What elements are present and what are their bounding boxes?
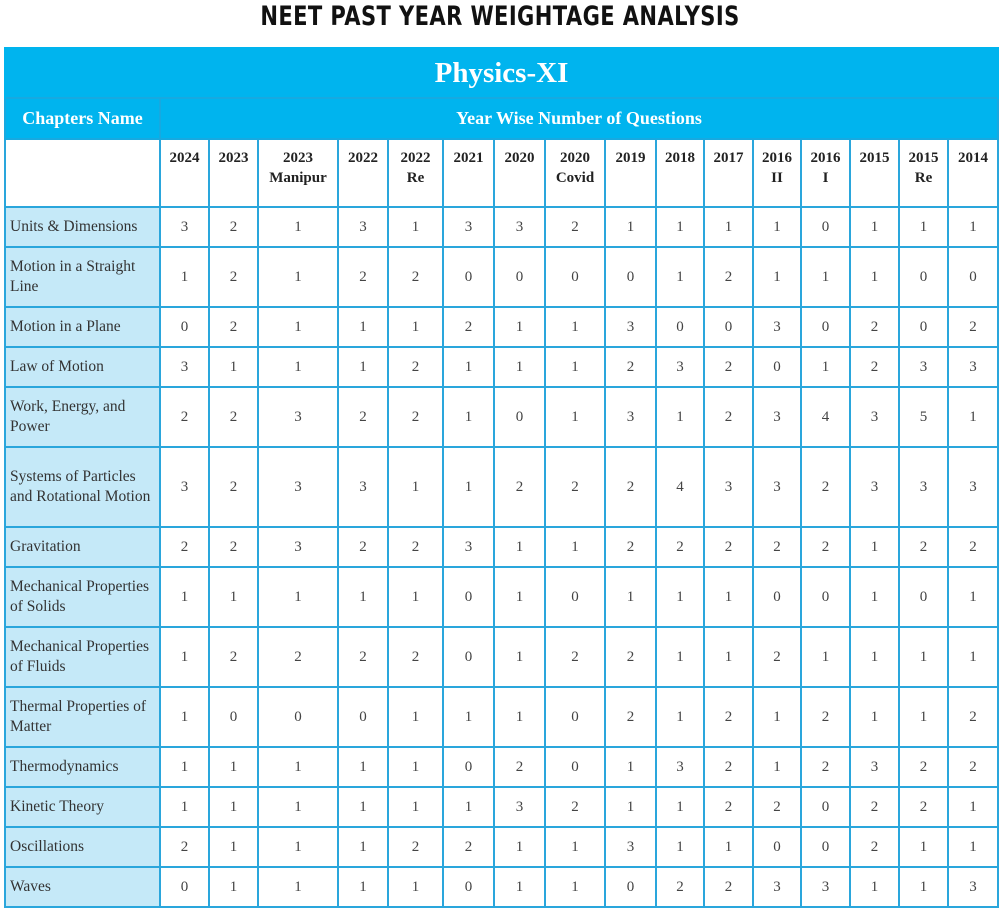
question-count-cell: 2	[338, 627, 388, 687]
chapter-name-cell: Thermodynamics	[5, 747, 160, 787]
question-count-cell: 3	[850, 447, 899, 527]
question-count-cell: 1	[443, 347, 494, 387]
year-label: 2020	[504, 150, 535, 166]
question-count-cell: 2	[258, 627, 338, 687]
chapter-name-cell: Waves	[5, 867, 160, 907]
question-count-cell: 2	[656, 867, 704, 907]
question-count-cell: 0	[801, 787, 850, 827]
question-count-cell: 2	[899, 747, 948, 787]
year-sublabel: Manipur	[269, 170, 327, 186]
question-count-cell: 0	[494, 247, 545, 307]
question-count-cell: 1	[656, 627, 704, 687]
year-header-2020-covid	[545, 139, 605, 207]
question-count-cell: 1	[494, 347, 545, 387]
question-count-cell: 2	[704, 867, 753, 907]
question-count-cell: 2	[605, 687, 656, 747]
question-count-cell: 0	[545, 747, 605, 787]
question-count-cell: 2	[605, 347, 656, 387]
year-sublabel: Covid	[555, 170, 595, 186]
question-count-cell: 1	[948, 827, 998, 867]
question-count-cell: 1	[443, 687, 494, 747]
question-count-cell: 1	[160, 567, 209, 627]
question-count-cell: 0	[801, 827, 850, 867]
question-count-cell: 1	[753, 207, 801, 247]
year-label: 2019	[615, 150, 646, 166]
question-count-cell: 1	[209, 347, 258, 387]
year-label: 2015	[908, 150, 939, 166]
question-count-cell: 1	[258, 567, 338, 627]
question-count-cell: 1	[338, 567, 388, 627]
question-count-cell: 3	[948, 347, 998, 387]
question-count-cell: 2	[160, 527, 209, 567]
question-count-cell: 2	[850, 827, 899, 867]
year-label: 2020	[560, 150, 590, 166]
year-label: 2017	[713, 150, 744, 166]
question-count-cell: 1	[545, 307, 605, 347]
year-header-2024	[160, 139, 209, 207]
question-count-cell: 1	[388, 307, 443, 347]
question-count-cell: 3	[605, 827, 656, 867]
question-count-cell: 2	[160, 827, 209, 867]
question-count-cell: 1	[209, 567, 258, 627]
question-count-cell: 1	[258, 747, 338, 787]
question-count-cell: 1	[258, 347, 338, 387]
question-count-cell: 1	[338, 827, 388, 867]
question-count-cell: 2	[209, 627, 258, 687]
question-count-cell: 0	[443, 247, 494, 307]
year-header-2023	[209, 139, 258, 207]
question-count-cell: 3	[704, 447, 753, 527]
question-count-cell: 3	[258, 387, 338, 447]
table-row	[5, 827, 998, 867]
question-count-cell: 1	[656, 687, 704, 747]
question-count-cell: 1	[494, 827, 545, 867]
question-count-cell: 0	[545, 687, 605, 747]
question-count-cell: 0	[899, 307, 948, 347]
question-count-cell: 1	[704, 207, 753, 247]
question-count-cell: 1	[605, 207, 656, 247]
question-count-cell: 2	[388, 627, 443, 687]
question-count-cell: 3	[443, 527, 494, 567]
question-count-cell: 1	[656, 247, 704, 307]
question-count-cell: 1	[338, 747, 388, 787]
question-count-cell: 5	[899, 387, 948, 447]
question-count-cell: 0	[545, 247, 605, 307]
chapter-name-cell: Oscillations	[5, 827, 160, 867]
year-header-2023-manipur	[258, 139, 338, 207]
year-label: 2016	[762, 150, 792, 166]
question-count-cell: 1	[494, 627, 545, 687]
question-count-cell: 1	[443, 447, 494, 527]
question-count-cell: 3	[899, 347, 948, 387]
question-count-cell: 2	[704, 247, 753, 307]
year-label: 2014	[958, 150, 988, 166]
question-count-cell: 1	[388, 747, 443, 787]
chapter-name-cell: Mechanical Properties of Solids	[5, 567, 160, 627]
question-count-cell: 2	[801, 447, 850, 527]
question-count-cell: 2	[801, 527, 850, 567]
question-count-cell: 1	[605, 747, 656, 787]
question-count-cell: 1	[160, 247, 209, 307]
table-row	[5, 527, 998, 567]
table-row	[5, 387, 998, 447]
question-count-cell: 2	[209, 207, 258, 247]
question-count-cell: 1	[948, 567, 998, 627]
question-count-cell: 0	[605, 247, 656, 307]
question-count-cell: 1	[850, 207, 899, 247]
question-count-cell: 1	[899, 687, 948, 747]
chapter-name-cell: Thermal Properties of Matter	[5, 687, 160, 747]
chapter-name-cell: Systems of Particles and Rotational Motion	[5, 447, 160, 527]
question-count-cell: 2	[209, 527, 258, 567]
chapter-name-cell: Gravitation	[5, 527, 160, 567]
question-count-cell: 1	[704, 627, 753, 687]
question-count-cell: 2	[704, 347, 753, 387]
question-count-cell: 1	[753, 747, 801, 787]
question-count-cell: 2	[605, 527, 656, 567]
question-count-cell: 2	[605, 447, 656, 527]
question-count-cell: 4	[656, 447, 704, 527]
question-count-cell: 3	[899, 447, 948, 527]
year-label: 2021	[453, 150, 484, 166]
question-count-cell: 0	[209, 687, 258, 747]
question-count-cell: 2	[545, 207, 605, 247]
question-count-cell: 3	[753, 867, 801, 907]
year-header-2016-i	[801, 139, 850, 207]
question-count-cell: 1	[258, 207, 338, 247]
question-count-cell: 2	[704, 527, 753, 567]
question-count-cell: 2	[443, 827, 494, 867]
question-count-cell: 2	[443, 307, 494, 347]
question-count-cell: 1	[948, 627, 998, 687]
question-count-cell: 0	[899, 567, 948, 627]
question-count-cell: 0	[160, 307, 209, 347]
chapter-name-cell: Motion in a Straight Line	[5, 247, 160, 307]
question-count-cell: 2	[753, 627, 801, 687]
question-count-cell: 1	[899, 207, 948, 247]
question-count-cell: 1	[209, 747, 258, 787]
question-count-cell: 0	[338, 687, 388, 747]
question-count-cell: 1	[443, 787, 494, 827]
year-header-2018	[656, 139, 704, 207]
question-count-cell: 1	[160, 787, 209, 827]
question-count-cell: 1	[338, 787, 388, 827]
question-count-cell: 1	[209, 827, 258, 867]
weightage-table	[4, 47, 999, 908]
question-count-cell: 1	[545, 527, 605, 567]
question-count-cell: 3	[338, 207, 388, 247]
question-count-cell: 1	[388, 207, 443, 247]
question-count-cell: 1	[209, 867, 258, 907]
question-count-cell: 2	[704, 787, 753, 827]
question-count-cell: 1	[850, 867, 899, 907]
question-count-cell: 0	[443, 567, 494, 627]
year-label: 2023	[283, 150, 313, 166]
question-count-cell: 1	[160, 747, 209, 787]
question-count-cell: 2	[850, 307, 899, 347]
question-count-cell: 3	[801, 867, 850, 907]
question-count-cell: 2	[338, 387, 388, 447]
question-count-cell: 3	[494, 787, 545, 827]
year-header-2014	[948, 139, 998, 207]
question-count-cell: 1	[605, 567, 656, 627]
question-count-cell: 3	[605, 387, 656, 447]
question-count-cell: 0	[258, 687, 338, 747]
question-count-cell: 1	[656, 387, 704, 447]
question-count-cell: 2	[160, 387, 209, 447]
question-count-cell: 3	[850, 747, 899, 787]
question-count-cell: 1	[850, 527, 899, 567]
question-count-cell: 3	[258, 527, 338, 567]
question-count-cell: 0	[605, 867, 656, 907]
question-count-cell: 1	[605, 787, 656, 827]
year-label: 2018	[665, 150, 695, 166]
question-count-cell: 3	[753, 387, 801, 447]
year-header-2016-ii	[753, 139, 801, 207]
question-count-cell: 3	[160, 447, 209, 527]
year-header-2020	[494, 139, 545, 207]
question-count-cell: 2	[948, 747, 998, 787]
question-count-cell: 2	[753, 787, 801, 827]
question-count-cell: 1	[656, 827, 704, 867]
table-row	[5, 447, 998, 527]
question-count-cell: 2	[850, 347, 899, 387]
question-count-cell: 1	[494, 867, 545, 907]
question-count-cell: 0	[801, 307, 850, 347]
year-label: 2023	[218, 150, 249, 166]
year-header-2022-re	[388, 139, 443, 207]
question-count-cell: 2	[704, 747, 753, 787]
question-count-cell: 2	[388, 387, 443, 447]
question-count-cell: 3	[160, 207, 209, 247]
question-count-cell: 2	[545, 787, 605, 827]
question-count-cell: 1	[258, 867, 338, 907]
question-count-cell: 2	[899, 527, 948, 567]
question-count-cell: 2	[948, 307, 998, 347]
table-row	[5, 247, 998, 307]
question-count-cell: 1	[801, 347, 850, 387]
year-header-2015	[850, 139, 899, 207]
chapter-name-cell: Work, Energy, and Power	[5, 387, 160, 447]
question-count-cell: 2	[338, 527, 388, 567]
question-count-cell: 1	[338, 307, 388, 347]
question-count-cell: 1	[338, 867, 388, 907]
question-count-cell: 1	[704, 567, 753, 627]
question-count-cell: 1	[388, 687, 443, 747]
question-count-cell: 1	[494, 567, 545, 627]
question-count-cell: 2	[388, 827, 443, 867]
year-label: 2015	[859, 150, 890, 166]
question-count-cell: 2	[494, 447, 545, 527]
question-count-cell: 1	[494, 527, 545, 567]
question-count-cell: 2	[338, 247, 388, 307]
year-label: 2022	[400, 150, 431, 166]
chapter-name-cell: Motion in a Plane	[5, 307, 160, 347]
question-count-cell: 1	[850, 567, 899, 627]
question-count-cell: 1	[656, 787, 704, 827]
question-count-cell: 3	[605, 307, 656, 347]
question-count-cell: 0	[801, 567, 850, 627]
question-count-cell: 2	[209, 447, 258, 527]
question-count-cell: 2	[948, 527, 998, 567]
table-row	[5, 307, 998, 347]
year-header-2015-re	[899, 139, 948, 207]
question-count-cell: 1	[656, 567, 704, 627]
question-count-cell: 3	[494, 207, 545, 247]
question-count-cell: 1	[899, 627, 948, 687]
question-count-cell: 1	[850, 627, 899, 687]
question-count-cell: 1	[160, 627, 209, 687]
question-count-cell: 3	[948, 447, 998, 527]
year-header-2019	[605, 139, 656, 207]
question-count-cell: 1	[899, 827, 948, 867]
question-count-cell: 3	[656, 747, 704, 787]
question-count-cell: 0	[753, 827, 801, 867]
question-count-cell: 1	[258, 307, 338, 347]
year-header-2017	[704, 139, 753, 207]
question-count-cell: 1	[494, 687, 545, 747]
question-count-cell: 0	[160, 867, 209, 907]
question-count-cell: 3	[753, 307, 801, 347]
question-count-cell: 1	[258, 247, 338, 307]
question-count-cell: 2	[605, 627, 656, 687]
question-count-cell: 2	[899, 787, 948, 827]
chapter-name-cell: Mechanical Properties of Fluids	[5, 627, 160, 687]
question-count-cell: 4	[801, 387, 850, 447]
question-count-cell: 1	[850, 247, 899, 307]
year-label: 2016	[810, 150, 841, 166]
question-count-cell: 3	[160, 347, 209, 387]
year-label: 2022	[348, 150, 378, 166]
question-count-cell: 1	[948, 387, 998, 447]
question-count-cell: 1	[258, 787, 338, 827]
question-count-cell: 1	[850, 687, 899, 747]
question-count-cell: 0	[899, 247, 948, 307]
question-count-cell: 1	[388, 787, 443, 827]
question-count-cell: 3	[850, 387, 899, 447]
year-header-row	[5, 139, 998, 207]
question-count-cell: 1	[443, 387, 494, 447]
question-count-cell: 1	[258, 827, 338, 867]
page-title: NEET PAST YEAR WEIGHTAGE ANALYSIS	[260, 1, 740, 32]
year-header-2021	[443, 139, 494, 207]
table-row	[5, 747, 998, 787]
question-count-cell: 1	[388, 567, 443, 627]
table-row	[5, 867, 998, 907]
question-count-cell: 1	[801, 627, 850, 687]
question-count-cell: 2	[656, 527, 704, 567]
question-count-cell: 3	[443, 207, 494, 247]
question-count-cell: 2	[753, 527, 801, 567]
question-count-cell: 1	[948, 787, 998, 827]
question-count-cell: 3	[656, 347, 704, 387]
question-count-cell: 1	[209, 787, 258, 827]
year-sublabel: Re	[406, 170, 425, 186]
question-count-cell: 1	[656, 207, 704, 247]
question-count-cell: 2	[388, 347, 443, 387]
year-sublabel: II	[771, 170, 783, 186]
question-count-cell: 1	[388, 447, 443, 527]
question-count-cell: 1	[704, 827, 753, 867]
year-sublabel: I	[822, 170, 829, 186]
question-count-cell: 2	[850, 787, 899, 827]
table-row	[5, 347, 998, 387]
table-row	[5, 787, 998, 827]
question-count-cell: 2	[209, 387, 258, 447]
question-count-cell: 2	[494, 747, 545, 787]
table-row	[5, 567, 998, 627]
table-row	[5, 687, 998, 747]
year-header-2022	[338, 139, 388, 207]
question-count-cell: 2	[209, 247, 258, 307]
question-count-cell: 0	[545, 567, 605, 627]
question-count-cell: 0	[753, 347, 801, 387]
question-count-cell: 2	[801, 687, 850, 747]
question-count-cell: 1	[545, 387, 605, 447]
blank-header-cell	[5, 139, 160, 207]
weightage-table-container	[4, 47, 997, 908]
year-sublabel: Re	[914, 170, 933, 186]
question-count-cell: 1	[545, 827, 605, 867]
question-count-cell: 0	[443, 627, 494, 687]
question-count-cell: 0	[494, 387, 545, 447]
question-count-cell: 1	[801, 247, 850, 307]
question-count-cell: 2	[801, 747, 850, 787]
chapter-name-cell: Law of Motion	[5, 347, 160, 387]
question-count-cell: 1	[338, 347, 388, 387]
question-count-cell: 2	[209, 307, 258, 347]
question-count-cell: 1	[388, 867, 443, 907]
chapter-name-cell: Kinetic Theory	[5, 787, 160, 827]
question-count-cell: 0	[948, 247, 998, 307]
table-body	[5, 207, 998, 907]
question-count-cell: 0	[801, 207, 850, 247]
question-count-cell: 0	[443, 747, 494, 787]
question-count-cell: 2	[704, 687, 753, 747]
question-count-cell: 1	[545, 867, 605, 907]
question-count-cell: 2	[948, 687, 998, 747]
table-row	[5, 207, 998, 247]
question-count-cell: 2	[545, 447, 605, 527]
question-count-cell: 2	[388, 527, 443, 567]
table-row	[5, 627, 998, 687]
question-count-cell: 0	[753, 567, 801, 627]
question-count-cell: 1	[948, 207, 998, 247]
question-count-cell: 1	[494, 307, 545, 347]
year-label: 2024	[169, 150, 200, 166]
question-count-cell: 3	[753, 447, 801, 527]
question-count-cell: 2	[704, 387, 753, 447]
question-count-cell: 1	[160, 687, 209, 747]
question-count-cell: 2	[388, 247, 443, 307]
question-count-cell: 3	[948, 867, 998, 907]
question-count-cell: 1	[753, 687, 801, 747]
question-count-cell: 1	[753, 247, 801, 307]
question-count-cell: 0	[656, 307, 704, 347]
question-count-cell: 1	[545, 347, 605, 387]
question-count-cell: 2	[545, 627, 605, 687]
question-count-cell: 3	[338, 447, 388, 527]
year-wise-header: Year Wise Number of Questions	[160, 98, 998, 139]
question-count-cell: 3	[258, 447, 338, 527]
chapters-name-header: Chapters Name	[5, 98, 160, 139]
question-count-cell: 0	[704, 307, 753, 347]
question-count-cell: 0	[443, 867, 494, 907]
question-count-cell: 1	[899, 867, 948, 907]
chapter-name-cell: Units & Dimensions	[5, 207, 160, 247]
subject-title: Physics-XI	[5, 48, 998, 98]
